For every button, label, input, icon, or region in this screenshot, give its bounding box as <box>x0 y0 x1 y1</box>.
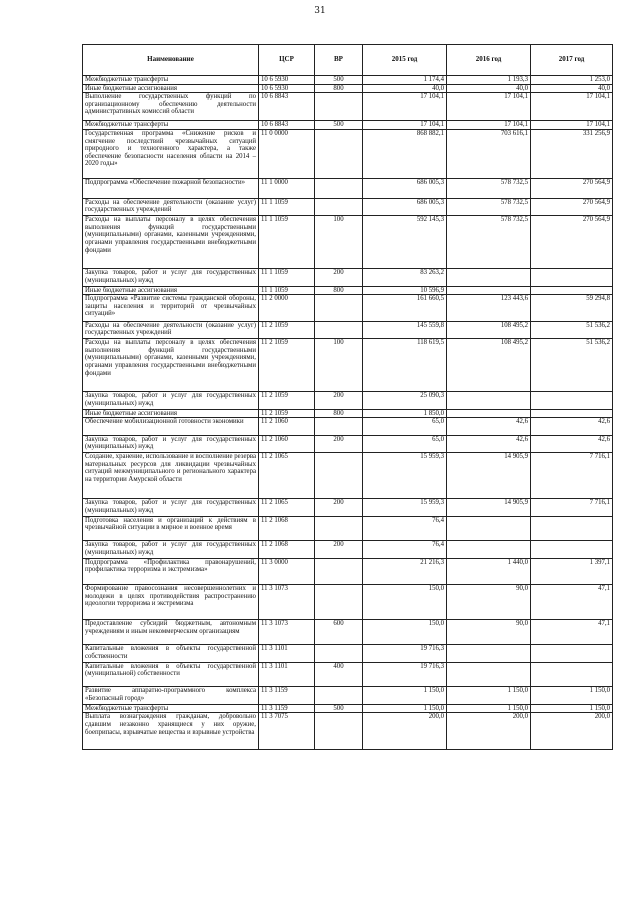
cell-name: Подготовка населения и организаций к действиям в чрезвычайной ситуации в мирное и военное время <box>83 516 259 541</box>
cell-csr: 11 3 1101 <box>259 645 315 663</box>
cell-2015: 83 263,2 <box>363 268 447 286</box>
cell-2016: 108 495,2 <box>447 321 531 339</box>
cell-vr <box>315 558 363 584</box>
cell-vr: 500 <box>315 76 363 85</box>
table-row <box>83 662 613 687</box>
cell-csr: 10 6 8843 <box>259 93 315 121</box>
table-row <box>83 585 613 620</box>
cell-vr <box>315 645 363 663</box>
cell-2015: 1 850,0 <box>363 409 447 418</box>
table-body <box>83 76 613 750</box>
table-row <box>83 121 613 130</box>
header-csr: ЦСР <box>259 45 315 76</box>
cell-2015: 10 596,9 <box>363 286 447 295</box>
table-row <box>83 453 613 499</box>
cell-2017: 270 564,9 <box>531 198 613 216</box>
cell-csr: 11 2 1059 <box>259 339 315 392</box>
table-row <box>83 198 613 216</box>
cell-name: Межбюджетные трансферты <box>83 704 259 713</box>
cell-name: Межбюджетные трансферты <box>83 76 259 85</box>
cell-csr: 10 6 8843 <box>259 121 315 130</box>
table-row <box>83 286 613 295</box>
cell-vr: 600 <box>315 620 363 645</box>
table-row <box>83 435 613 453</box>
cell-csr: 11 1 0000 <box>259 179 315 198</box>
cell-2016: 14 905,9 <box>447 453 531 499</box>
cell-2016 <box>447 409 531 418</box>
cell-name: Расходы на обеспечение деятельности (оказание услуг) государственных учреждений <box>83 321 259 339</box>
cell-2017: 1 397,1 <box>531 558 613 584</box>
table-row <box>83 295 613 321</box>
cell-name: Закупка товаров, работ и услуг для государственных (муниципальных) нужд <box>83 499 259 517</box>
cell-vr: 200 <box>315 541 363 559</box>
cell-2015: 65,0 <box>363 435 447 453</box>
cell-2017: 270 564,9 <box>531 216 613 269</box>
cell-2017: 47,1 <box>531 620 613 645</box>
header-2017: 2017 год <box>531 45 613 76</box>
cell-2017 <box>531 516 613 541</box>
cell-name: Иные бюджетные ассигнования <box>83 84 259 93</box>
cell-2017 <box>531 662 613 687</box>
cell-csr: 11 1 1059 <box>259 268 315 286</box>
cell-name: Государственная программа «Снижение рисков и смягчение последствий чрезвычайных ситуаций природного и техногенного характера, а также обеспечение безопасности населения области на 2014 – 2020 годы» <box>83 129 259 178</box>
table-row <box>83 93 613 121</box>
cell-2015: 19 716,3 <box>363 645 447 663</box>
table-row <box>83 713 613 750</box>
cell-2016 <box>447 662 531 687</box>
cell-name: Подпрограмма «Профилактика правонарушений, профилактика терроризма и экстремизма» <box>83 558 259 584</box>
cell-csr: 11 3 0000 <box>259 558 315 584</box>
cell-2015: 150,0 <box>363 620 447 645</box>
cell-name: Расходы на выплаты персоналу в целях обеспечения выполнения функций государственными (муниципальными) органами, казенными учреждениями, органами управления государственными внебюджетными фондами <box>83 216 259 269</box>
table-row <box>83 499 613 517</box>
cell-csr: 11 0 0000 <box>259 129 315 178</box>
cell-2017: 47,1 <box>531 585 613 620</box>
cell-2017: 270 564,9 <box>531 179 613 198</box>
cell-vr <box>315 585 363 620</box>
cell-2017 <box>531 286 613 295</box>
cell-name: Выполнение государственных функций по организационному обеспечению деятельности административных комиссий области <box>83 93 259 121</box>
table-row <box>83 541 613 559</box>
header-2016: 2016 год <box>447 45 531 76</box>
table-row <box>83 687 613 705</box>
cell-2015: 1 150,0 <box>363 704 447 713</box>
cell-name: Обеспечение мобилизационной готовности экономики <box>83 418 259 436</box>
cell-2017 <box>531 268 613 286</box>
table-row <box>83 516 613 541</box>
cell-vr: 800 <box>315 409 363 418</box>
cell-2016: 578 732,5 <box>447 198 531 216</box>
cell-2016: 1 193,3 <box>447 76 531 85</box>
cell-2016 <box>447 268 531 286</box>
cell-name: Закупка товаров, работ и услуг для государственных (муниципальных) нужд <box>83 435 259 453</box>
cell-2015: 686 005,3 <box>363 198 447 216</box>
cell-2017: 1 150,0 <box>531 687 613 705</box>
cell-csr: 11 3 1073 <box>259 620 315 645</box>
cell-2015: 118 619,5 <box>363 339 447 392</box>
cell-csr: 11 3 1159 <box>259 687 315 705</box>
cell-vr <box>315 129 363 178</box>
cell-name: Иные бюджетные ассигнования <box>83 286 259 295</box>
cell-2015: 686 005,3 <box>363 179 447 198</box>
table-row <box>83 216 613 269</box>
cell-2016: 200,0 <box>447 713 531 750</box>
cell-2016: 40,0 <box>447 84 531 93</box>
cell-name: Предоставление субсидий бюджетным, автономным учреждениям и иным некоммерческим организациям <box>83 620 259 645</box>
table-row <box>83 558 613 584</box>
cell-name: Расходы на обеспечение деятельности (оказание услуг) государственных учреждений <box>83 198 259 216</box>
cell-name: Иные бюджетные ассигнования <box>83 409 259 418</box>
cell-2016: 123 443,6 <box>447 295 531 321</box>
cell-2017: 331 256,9 <box>531 129 613 178</box>
cell-csr: 11 1 1059 <box>259 198 315 216</box>
cell-2017 <box>531 645 613 663</box>
cell-2017: 59 294,8 <box>531 295 613 321</box>
cell-2015: 868 882,1 <box>363 129 447 178</box>
cell-2017: 1 150,0 <box>531 704 613 713</box>
header-vr: ВР <box>315 45 363 76</box>
cell-csr: 11 3 1073 <box>259 585 315 620</box>
table-row <box>83 84 613 93</box>
cell-2015: 25 090,3 <box>363 391 447 409</box>
cell-2017: 51 536,2 <box>531 321 613 339</box>
table-row <box>83 129 613 178</box>
cell-2016: 1 440,0 <box>447 558 531 584</box>
cell-name: Капитальные вложения в объекты государственной собственности <box>83 645 259 663</box>
table-row <box>83 339 613 392</box>
cell-2015: 76,4 <box>363 541 447 559</box>
cell-2017 <box>531 409 613 418</box>
cell-name: Развитие аппаратно-программного комплекса «Безопасный город» <box>83 687 259 705</box>
cell-csr: 11 3 1159 <box>259 704 315 713</box>
cell-csr: 11 1 1059 <box>259 286 315 295</box>
header-2015: 2015 год <box>363 45 447 76</box>
cell-2017 <box>531 391 613 409</box>
table-row <box>83 76 613 85</box>
cell-vr <box>315 418 363 436</box>
cell-2015: 1 150,0 <box>363 687 447 705</box>
cell-name: Подпрограмма «Обеспечение пожарной безопасности» <box>83 179 259 198</box>
cell-csr: 11 3 7075 <box>259 713 315 750</box>
cell-2016: 42,6 <box>447 435 531 453</box>
cell-2017: 17 104,1 <box>531 121 613 130</box>
cell-vr <box>315 713 363 750</box>
table-row <box>83 321 613 339</box>
cell-vr <box>315 179 363 198</box>
cell-name: Закупка товаров, работ и услуг для государственных (муниципальных) нужд <box>83 391 259 409</box>
cell-2016: 14 905,9 <box>447 499 531 517</box>
cell-csr: 11 2 1068 <box>259 541 315 559</box>
cell-vr: 800 <box>315 286 363 295</box>
cell-csr: 11 2 1065 <box>259 499 315 517</box>
cell-vr: 500 <box>315 121 363 130</box>
cell-2015: 19 716,3 <box>363 662 447 687</box>
cell-name: Подпрограмма «Развитие системы гражданской обороны, защиты населения и территорий от чрезвычайных ситуаций» <box>83 295 259 321</box>
cell-name: Межбюджетные трансферты <box>83 121 259 130</box>
cell-2015: 17 104,1 <box>363 121 447 130</box>
cell-vr: 800 <box>315 84 363 93</box>
cell-csr: 11 2 1059 <box>259 391 315 409</box>
cell-name: Расходы на выплаты персоналу в целях обеспечения выполнения функций государственными (муниципальными) органами, казенными учреждениями, органами управления государственными внебюджетными фондами <box>83 339 259 392</box>
cell-2015: 161 660,5 <box>363 295 447 321</box>
cell-2016 <box>447 516 531 541</box>
cell-2017: 42,6 <box>531 435 613 453</box>
cell-vr: 100 <box>315 216 363 269</box>
cell-name: Создание, хранение, использование и восполнение резерва материальных ресурсов для ликвидации чрезвычайных ситуаций межмуниципального и регионального характера на территории Амурской области <box>83 453 259 499</box>
cell-2017: 200,0 <box>531 713 613 750</box>
cell-csr: 11 2 1060 <box>259 435 315 453</box>
cell-2016 <box>447 391 531 409</box>
cell-vr <box>315 198 363 216</box>
cell-2015: 21 216,3 <box>363 558 447 584</box>
cell-2017: 42,6 <box>531 418 613 436</box>
budget-table <box>82 44 613 750</box>
cell-name: Капитальные вложения в объекты государственной (муниципальной) собственности <box>83 662 259 687</box>
cell-2017: 7 716,1 <box>531 453 613 499</box>
table-row <box>83 645 613 663</box>
cell-2015: 15 959,3 <box>363 453 447 499</box>
cell-vr <box>315 93 363 121</box>
cell-vr: 200 <box>315 435 363 453</box>
table-row <box>83 391 613 409</box>
table-header-row <box>83 45 613 76</box>
cell-2017: 17 104,1 <box>531 93 613 121</box>
cell-vr <box>315 516 363 541</box>
cell-name: Выплата вознаграждения гражданам, добровольно сдавшим незаконно хранящиеся у них оружие, боеприпасы, взрывчатые вещества и взрывные устройства <box>83 713 259 750</box>
cell-name: Закупка товаров, работ и услуг для государственных (муниципальных) нужд <box>83 541 259 559</box>
cell-2015: 17 104,1 <box>363 93 447 121</box>
cell-vr: 200 <box>315 499 363 517</box>
cell-2016: 1 150,0 <box>447 687 531 705</box>
cell-2017: 40,0 <box>531 84 613 93</box>
cell-2015: 1 174,4 <box>363 76 447 85</box>
cell-2017: 1 253,0 <box>531 76 613 85</box>
cell-2016: 90,0 <box>447 585 531 620</box>
cell-vr <box>315 453 363 499</box>
cell-csr: 11 2 1065 <box>259 453 315 499</box>
cell-csr: 11 2 1059 <box>259 321 315 339</box>
cell-2015: 40,0 <box>363 84 447 93</box>
page-number: 31 <box>314 6 326 16</box>
cell-2016: 1 150,0 <box>447 704 531 713</box>
cell-vr <box>315 687 363 705</box>
cell-2015: 150,0 <box>363 585 447 620</box>
cell-2017: 7 716,1 <box>531 499 613 517</box>
cell-2016: 578 732,5 <box>447 216 531 269</box>
cell-vr: 200 <box>315 391 363 409</box>
cell-2016: 578 732,5 <box>447 179 531 198</box>
cell-2015: 15 959,3 <box>363 499 447 517</box>
cell-2016 <box>447 541 531 559</box>
cell-csr: 11 1 1059 <box>259 216 315 269</box>
cell-2016 <box>447 286 531 295</box>
cell-csr: 11 2 1059 <box>259 409 315 418</box>
cell-2015: 65,0 <box>363 418 447 436</box>
table-row <box>83 268 613 286</box>
header-name: Наименование <box>83 45 259 76</box>
cell-2015: 145 559,8 <box>363 321 447 339</box>
cell-vr: 200 <box>315 268 363 286</box>
cell-2016: 17 104,1 <box>447 121 531 130</box>
cell-2016: 17 104,1 <box>447 93 531 121</box>
table-row <box>83 409 613 418</box>
cell-vr: 400 <box>315 662 363 687</box>
cell-csr: 11 3 1101 <box>259 662 315 687</box>
cell-2016: 108 495,2 <box>447 339 531 392</box>
cell-csr: 10 6 5930 <box>259 84 315 93</box>
cell-2017: 51 536,2 <box>531 339 613 392</box>
cell-2015: 200,0 <box>363 713 447 750</box>
cell-2015: 76,4 <box>363 516 447 541</box>
table-row <box>83 620 613 645</box>
table-row <box>83 418 613 436</box>
cell-vr <box>315 321 363 339</box>
cell-csr: 11 2 1068 <box>259 516 315 541</box>
table-row <box>83 704 613 713</box>
cell-2017 <box>531 541 613 559</box>
cell-name: Формирование правосознания несовершеннолетних и молодежи в целях противодействия распространению идеологии терроризма и экстремизма <box>83 585 259 620</box>
cell-vr: 500 <box>315 704 363 713</box>
cell-2016: 42,6 <box>447 418 531 436</box>
cell-2016 <box>447 645 531 663</box>
cell-2016: 703 616,1 <box>447 129 531 178</box>
cell-csr: 10 6 5930 <box>259 76 315 85</box>
cell-vr <box>315 295 363 321</box>
cell-vr: 100 <box>315 339 363 392</box>
cell-2016: 90,0 <box>447 620 531 645</box>
cell-name: Закупка товаров, работ и услуг для государственных (муниципальных) нужд <box>83 268 259 286</box>
table-row <box>83 179 613 198</box>
cell-csr: 11 2 0000 <box>259 295 315 321</box>
cell-2015: 592 145,3 <box>363 216 447 269</box>
cell-csr: 11 2 1060 <box>259 418 315 436</box>
